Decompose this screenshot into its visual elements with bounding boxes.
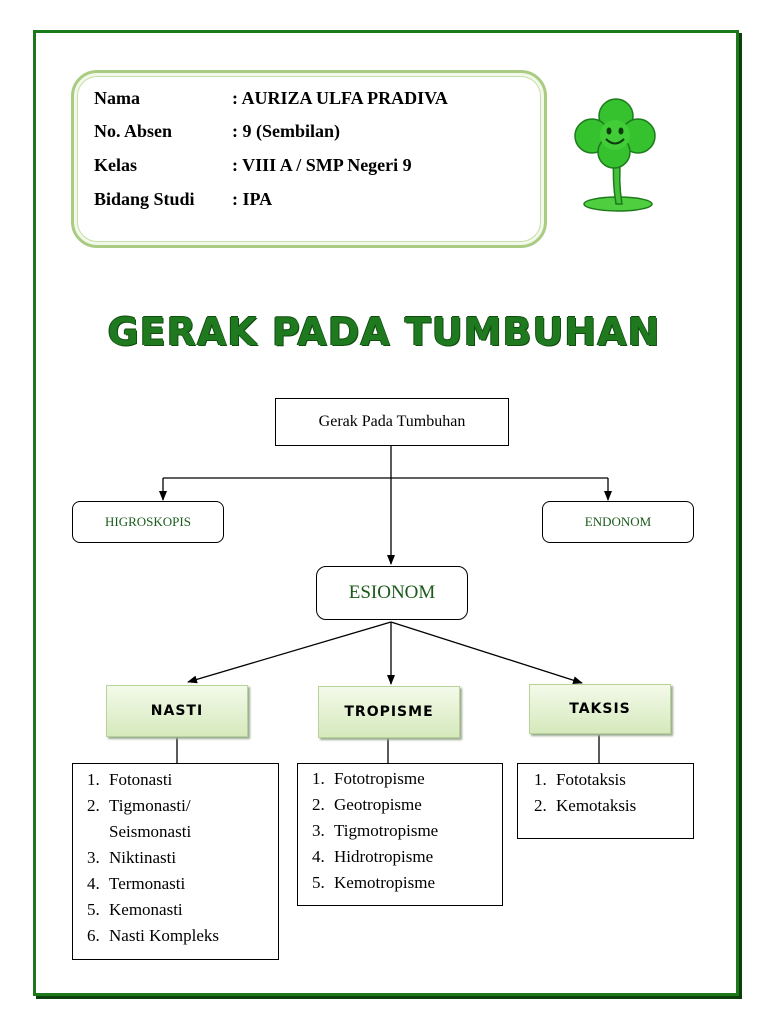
tropisme-list: [297, 763, 503, 906]
list-item: 4. Termonasti: [87, 874, 186, 893]
info-label: Kelas: [94, 155, 137, 175]
taksis-list: [517, 763, 694, 839]
root-node: Gerak Pada Tumbuhan: [275, 398, 509, 446]
info-value: : IPA: [232, 189, 273, 209]
list-item: 1. Fotonasti: [87, 770, 173, 789]
list-item: 1. Fototropisme: [312, 769, 425, 788]
info-value: : 9 (Sembilan): [232, 121, 340, 141]
endonom-node: ENDONOM: [542, 501, 694, 543]
connector-nasti: [188, 622, 391, 682]
page-title: GERAK PADA TUMBUHAN: [107, 310, 661, 354]
esionom-node: ESIONOM: [316, 566, 468, 620]
taksis-node: TAKSIS: [529, 684, 671, 734]
list-item: 4. Hidrotropisme: [312, 847, 434, 866]
info-value: : AURIZA ULFA PRADIVA: [232, 88, 448, 108]
list-item: 3. Niktinasti: [87, 848, 177, 867]
info-value: : VIII A / SMP Negeri 9: [232, 155, 412, 175]
list-item: 3. Tigmotropisme: [312, 821, 439, 840]
info-label: No. Absen: [94, 121, 173, 141]
info-label: Nama: [94, 88, 140, 108]
list-item: 2. Geotropisme: [312, 795, 422, 814]
list-item: 2. Tigmonasti/: [87, 796, 191, 815]
nasti-list: [72, 763, 279, 960]
tropisme-node: TROPISME: [318, 686, 460, 738]
list-item: 2. Kemotaksis: [534, 796, 637, 815]
info-label: Bidang Studi: [94, 189, 195, 209]
list-item: Seismonasti: [109, 822, 192, 841]
connector-taksis: [391, 622, 582, 683]
nasti-node: NASTI: [106, 685, 248, 737]
list-item: 5. Kemotropisme: [312, 873, 436, 892]
list-item: 1. Fototaksis: [534, 770, 626, 789]
list-item: 6. Nasti Kompleks: [87, 926, 220, 945]
higroskopis-node: HIGROSKOPIS: [72, 501, 224, 543]
list-item: 5. Kemonasti: [87, 900, 183, 919]
